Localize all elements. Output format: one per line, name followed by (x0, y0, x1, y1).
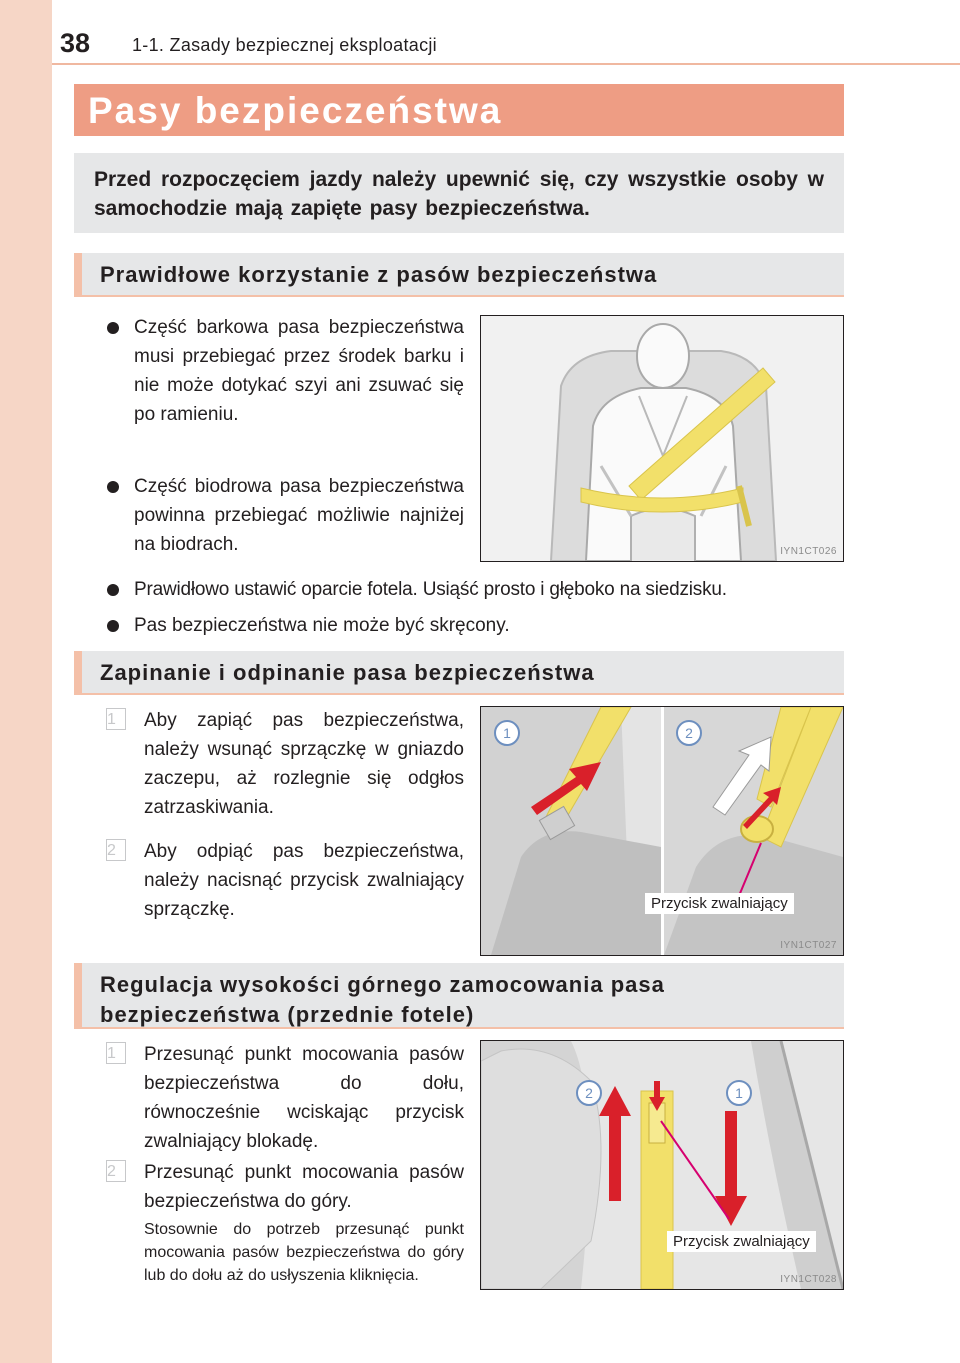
release-button-callout: Przycisk zwalniający (667, 1231, 816, 1252)
step-number: 2 (106, 1160, 126, 1182)
figure-anchor-adjuster (480, 1040, 844, 1290)
page-title: Pasy bezpieczeństwa (88, 90, 503, 131)
step-fasten: 1 Aby zapiąć pas bezpieczeństwa, należy wsunąć sprzączkę w gniazdo zaczepu, aż rozlegnie się odgłos zatrzaskiwania. (107, 710, 464, 818)
bullet-seat-position: Prawidłowo ustawić oparcie fotela. Usiąść prosto i głęboko na siedzisku. (98, 575, 858, 604)
figure-buckle (480, 706, 844, 956)
bullet-shoulder-belt: Część barkowa pasa bezpieczeństwa musi przebiegać przez środek barku i nie może dotykać szyi ani zsuwać się po ramieniu. (98, 313, 464, 429)
step-number: 1 (106, 708, 126, 730)
step-move-up: 2 Przesunąć punkt mocowania pasów bezpieczeństwa do góry. (107, 1162, 464, 1212)
figure-code: IYN1CT028 (780, 1274, 837, 1285)
figure-code: IYN1CT026 (780, 546, 837, 557)
intro-text: Przed rozpoczęciem jazdy należy upewnić się, czy wszystkie osoby w samochodzie mają zapięte pasy bezpieczeństwa. (94, 168, 824, 220)
intro-box (74, 153, 844, 233)
page-number: 38 (60, 28, 91, 58)
bullet-lap-belt: Część biodrowa pasa bezpieczeństwa powinna przebiegać możliwie najniżej na biodrach. (98, 472, 464, 559)
step-number: 2 (106, 839, 126, 861)
section-heading-anchor-height: Regulacja wysokości górnego zamocowania pasa bezpieczeństwa (przednie fotele) (74, 963, 844, 1029)
seated-person-illustration (481, 316, 843, 561)
panel-marker-1: 1 (503, 725, 511, 741)
figure-seated-person-belt (480, 315, 844, 562)
bullet-not-twisted: Pas bezpieczeństwa nie może być skręcony. (98, 611, 798, 640)
panel-marker-2: 2 (685, 725, 693, 741)
adjust-note: Stosownie do potrzeb przesunąć punkt mocowania pasów bezpieczeństwa do góry lub do dołu aż do usłyszenia kliknięcia. (144, 1221, 464, 1284)
page-title-bar (74, 84, 844, 136)
section-heading-correct-use: Prawidłowe korzystanie z pasów bezpieczeństwa (74, 253, 844, 297)
side-tab-bar (0, 0, 52, 1363)
arrow-marker-2: 2 (585, 1085, 593, 1101)
section-heading-buckle: Zapinanie i odpinanie pasa bezpieczeństwa (74, 651, 844, 695)
step-number: 1 (106, 1042, 126, 1064)
step-unfasten: 2 Aby odpiąć pas bezpieczeństwa, należy nacisnąć przycisk zwalniający sprzączkę. (107, 841, 464, 920)
step-move-down: 1 Przesunąć punkt mocowania pasów bezpieczeństwa do dołu, równocześnie wciskając przycisk zwalniający blokadę. (107, 1044, 464, 1152)
release-button-callout: Przycisk zwalniający (645, 893, 794, 914)
figure-code: IYN1CT027 (780, 940, 837, 951)
running-header: 1-1. Zasady bezpiecznej eksploatacji (132, 35, 437, 55)
header-divider (52, 63, 960, 65)
buckle-illustration (481, 707, 843, 955)
arrow-marker-1: 1 (735, 1085, 743, 1101)
